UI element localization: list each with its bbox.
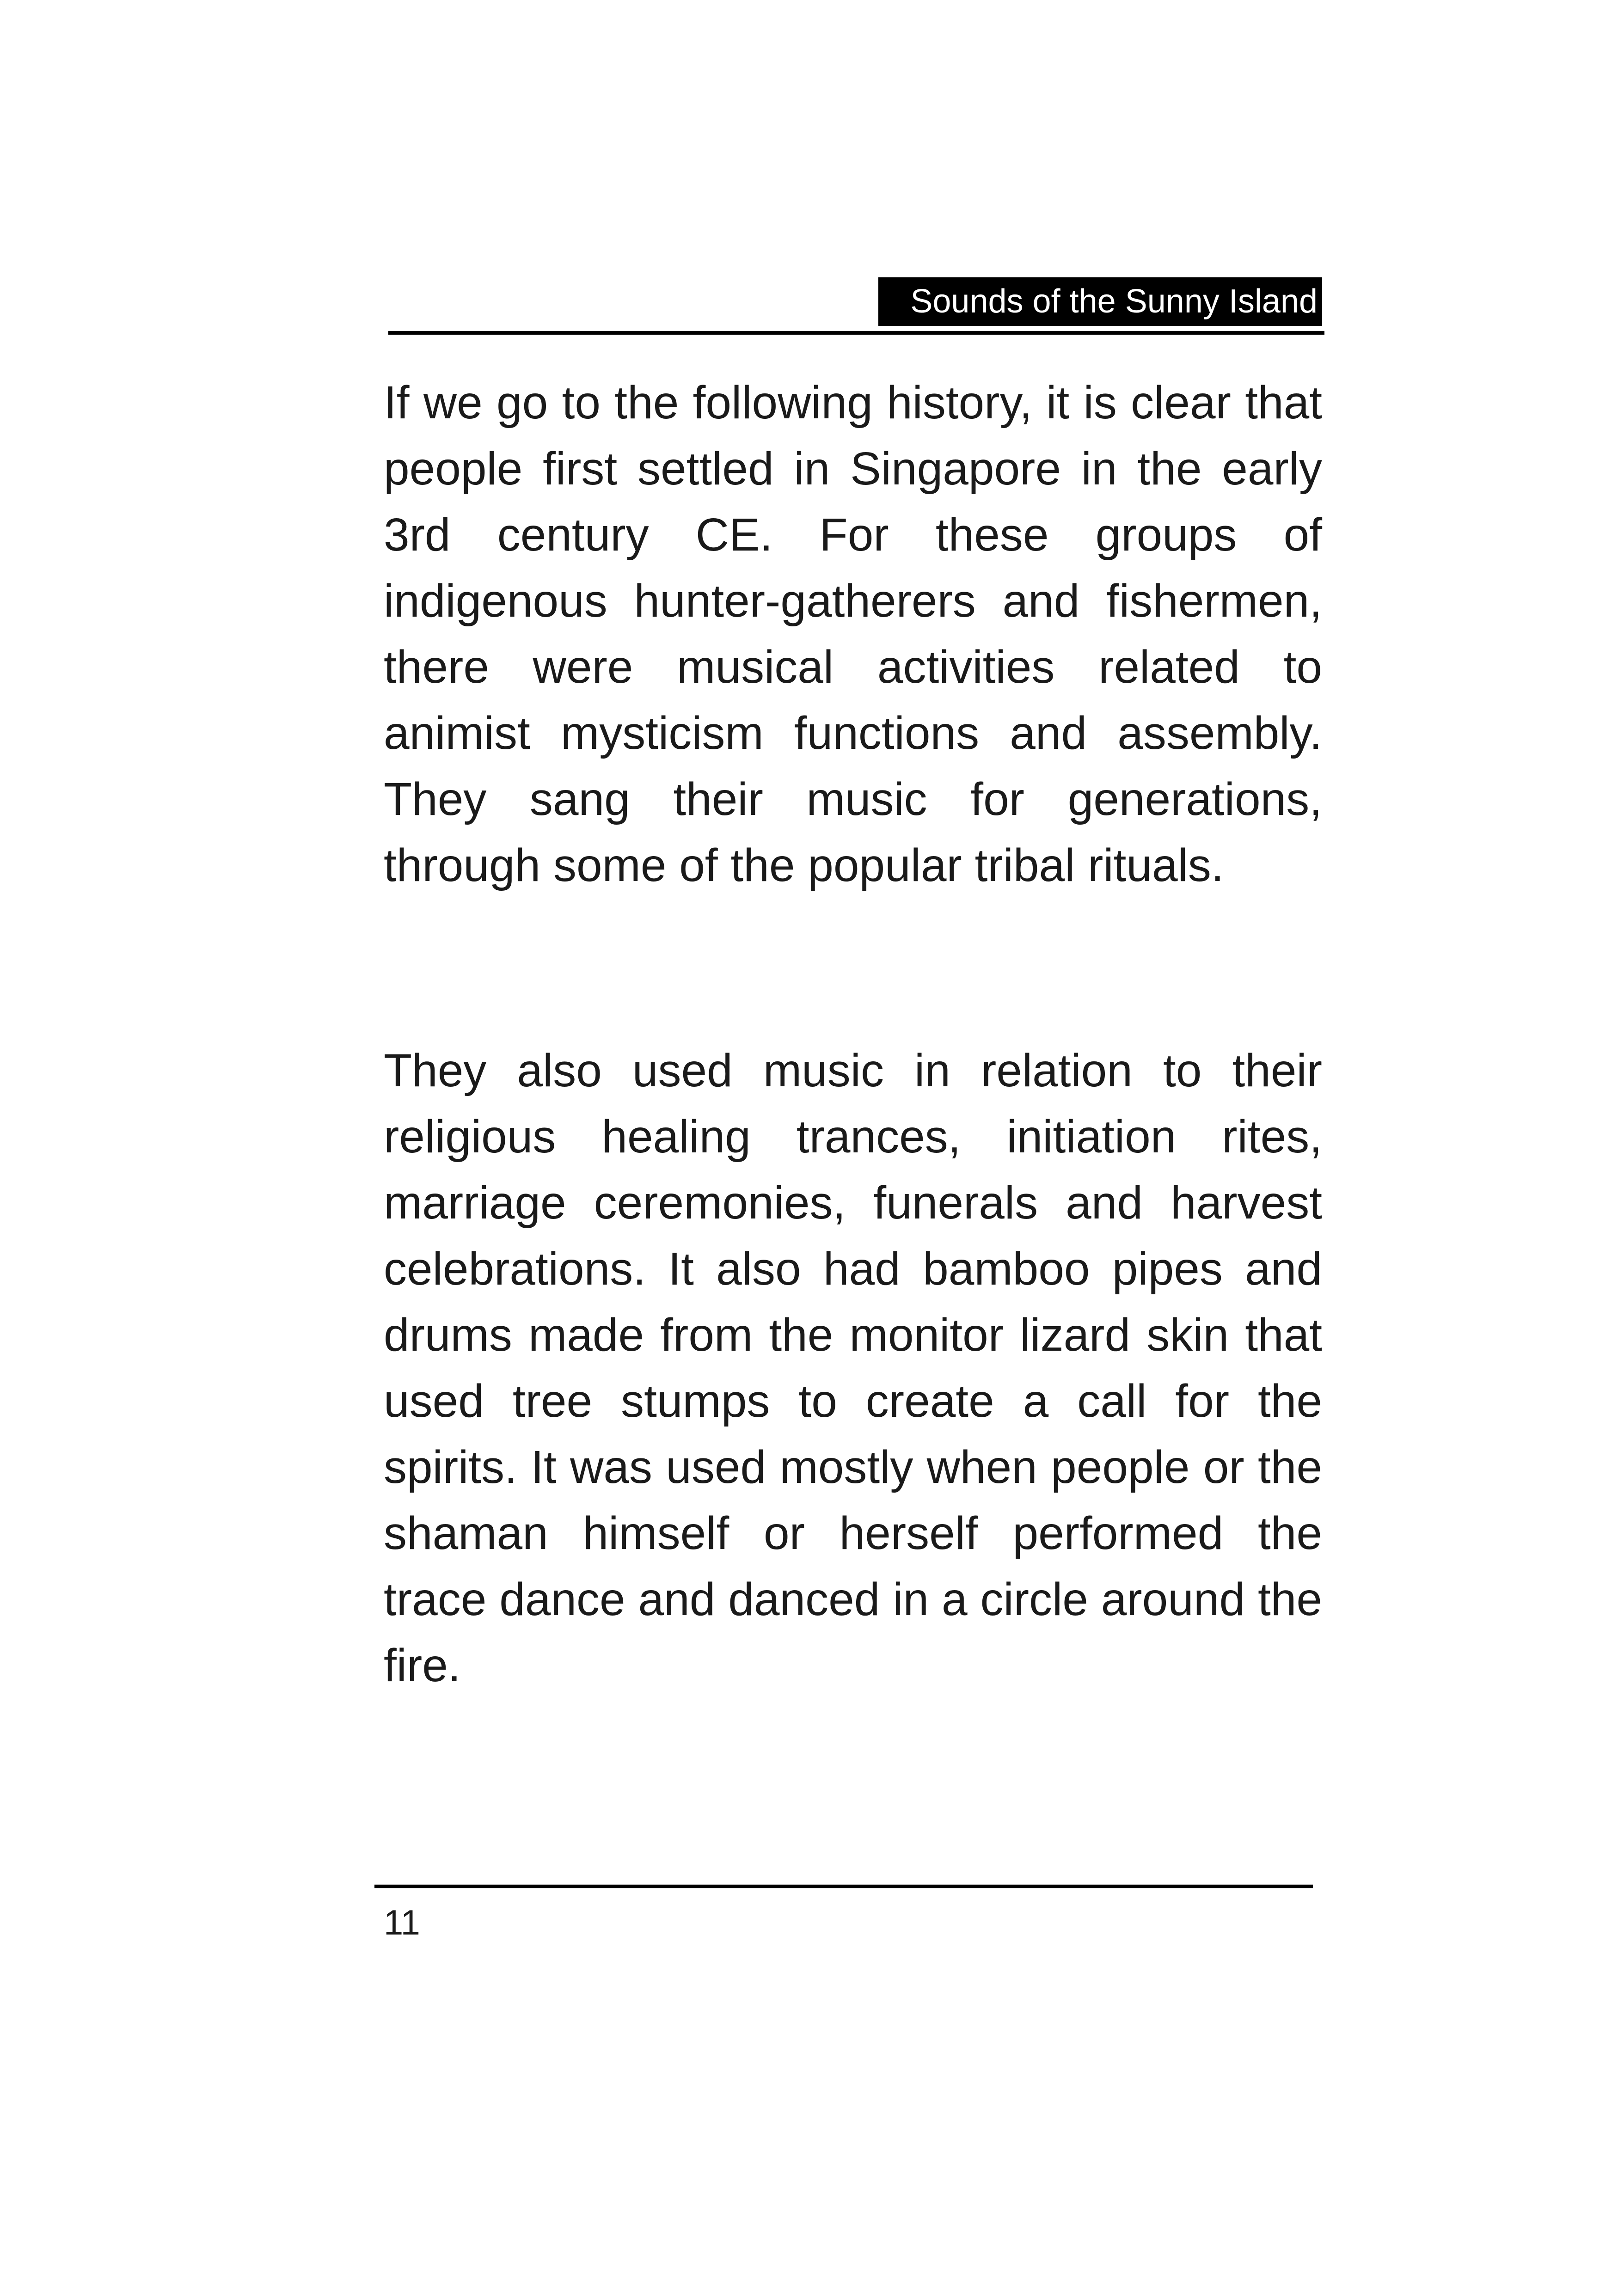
header-divider xyxy=(388,331,1324,335)
running-header-title: Sounds of the Sunny Island xyxy=(878,277,1322,326)
body-paragraph-2: They also used music in relation to their religious healing trances, initiation rites, marriage ceremonies, funerals and harvest celebrations. It also had bamboo pipes and drums made from the monitor lizard skin that used tree stumps to create a call for the spirits. It was used mostly when people or the shaman himself or herself performed the trace dance and danced in a circle around the fire. xyxy=(384,1045,1322,1691)
page-number: 11 xyxy=(384,1903,420,1942)
body-paragraph-1: If we go to the following history, it is clear that people first settled in Singapore in the early 3rd century CE. For these groups of indigenous hunter-gatherers and fishermen, there were musical activities related to animist mysticism functions and assembly. They sang their music for generations, through some of the popular tribal rituals. xyxy=(384,377,1322,891)
footer-divider xyxy=(374,1885,1313,1888)
